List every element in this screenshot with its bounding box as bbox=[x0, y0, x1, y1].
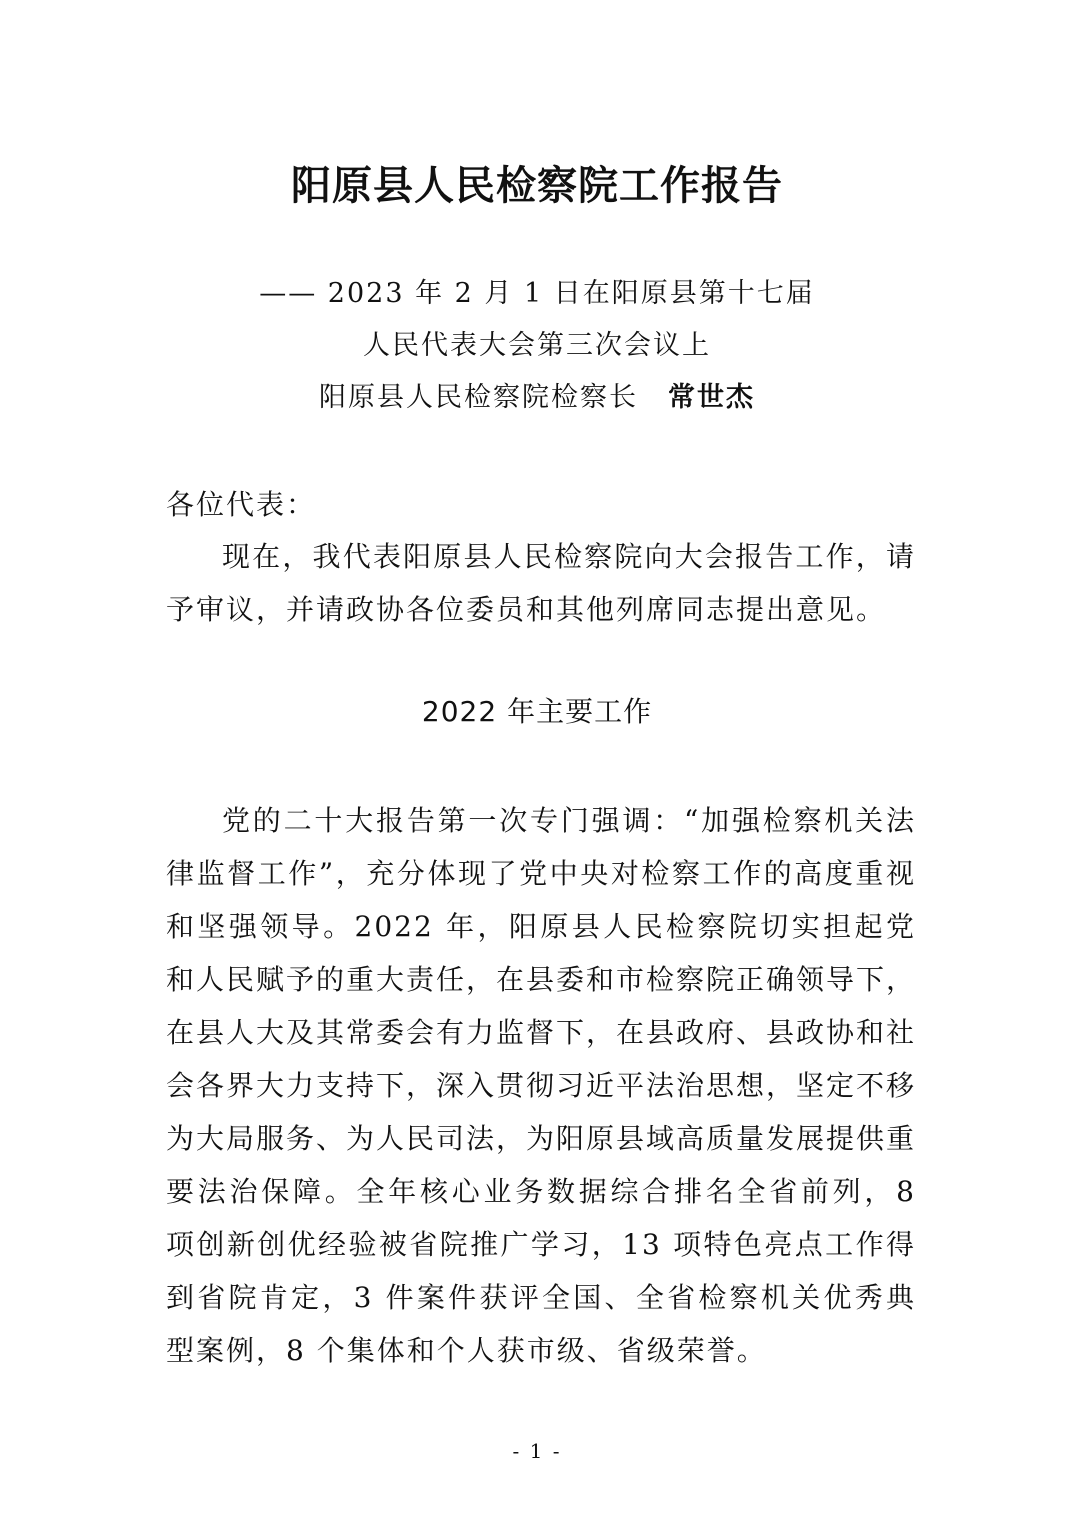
subtitle-line-3 bbox=[0, 378, 1074, 418]
document-title: 阳原县人民检察院工作报告 bbox=[291, 162, 783, 209]
section-heading: 2022 年主要工作 bbox=[421, 695, 653, 728]
subtitle-line-2: 人民代表大会第三次会议上 bbox=[363, 330, 711, 361]
speaker-name: 常世杰 bbox=[668, 382, 755, 413]
main-paragraph: 党的二十大报告第一次专门强调：“加强检察机关法律监督工作”，充分体现了党中央对检察工作的高度重视和坚强领导。2022 年，阳原县人民检察院切实担起党和人民赋予的重大责任，在县委和市检察院正确领导下，在县人大及其常委会有力监督下，在县政府、县政协和社会各界大力支持下，深入贯彻习近平法治思想，坚定不移为大局服务、为人民司法，为阳原县域高质量发展提供重要法治保障。全年核心业务数据综合排名全省前列，8 项创新创优经验被省院推广学习，13 项特色亮点工作得到省院肯定，3 件案件获评全国、全省检察机关优秀典型案例，8 个集体和个人获市级、省级荣誉。 bbox=[166, 804, 917, 1367]
intro-paragraph: 现在，我代表阳原县人民检察院向大会报告工作，请予审议，并请政协各位委员和其他列席同志提出意见。 bbox=[166, 540, 916, 626]
page-number: - 1 - bbox=[512, 1439, 562, 1463]
speaker-role: 阳原县人民检察院检察长 bbox=[319, 382, 638, 413]
greeting: 各位代表： bbox=[166, 488, 317, 521]
subtitle-line-1: —— 2023 年 2 月 1 日在阳原县第十七届 bbox=[259, 278, 815, 309]
